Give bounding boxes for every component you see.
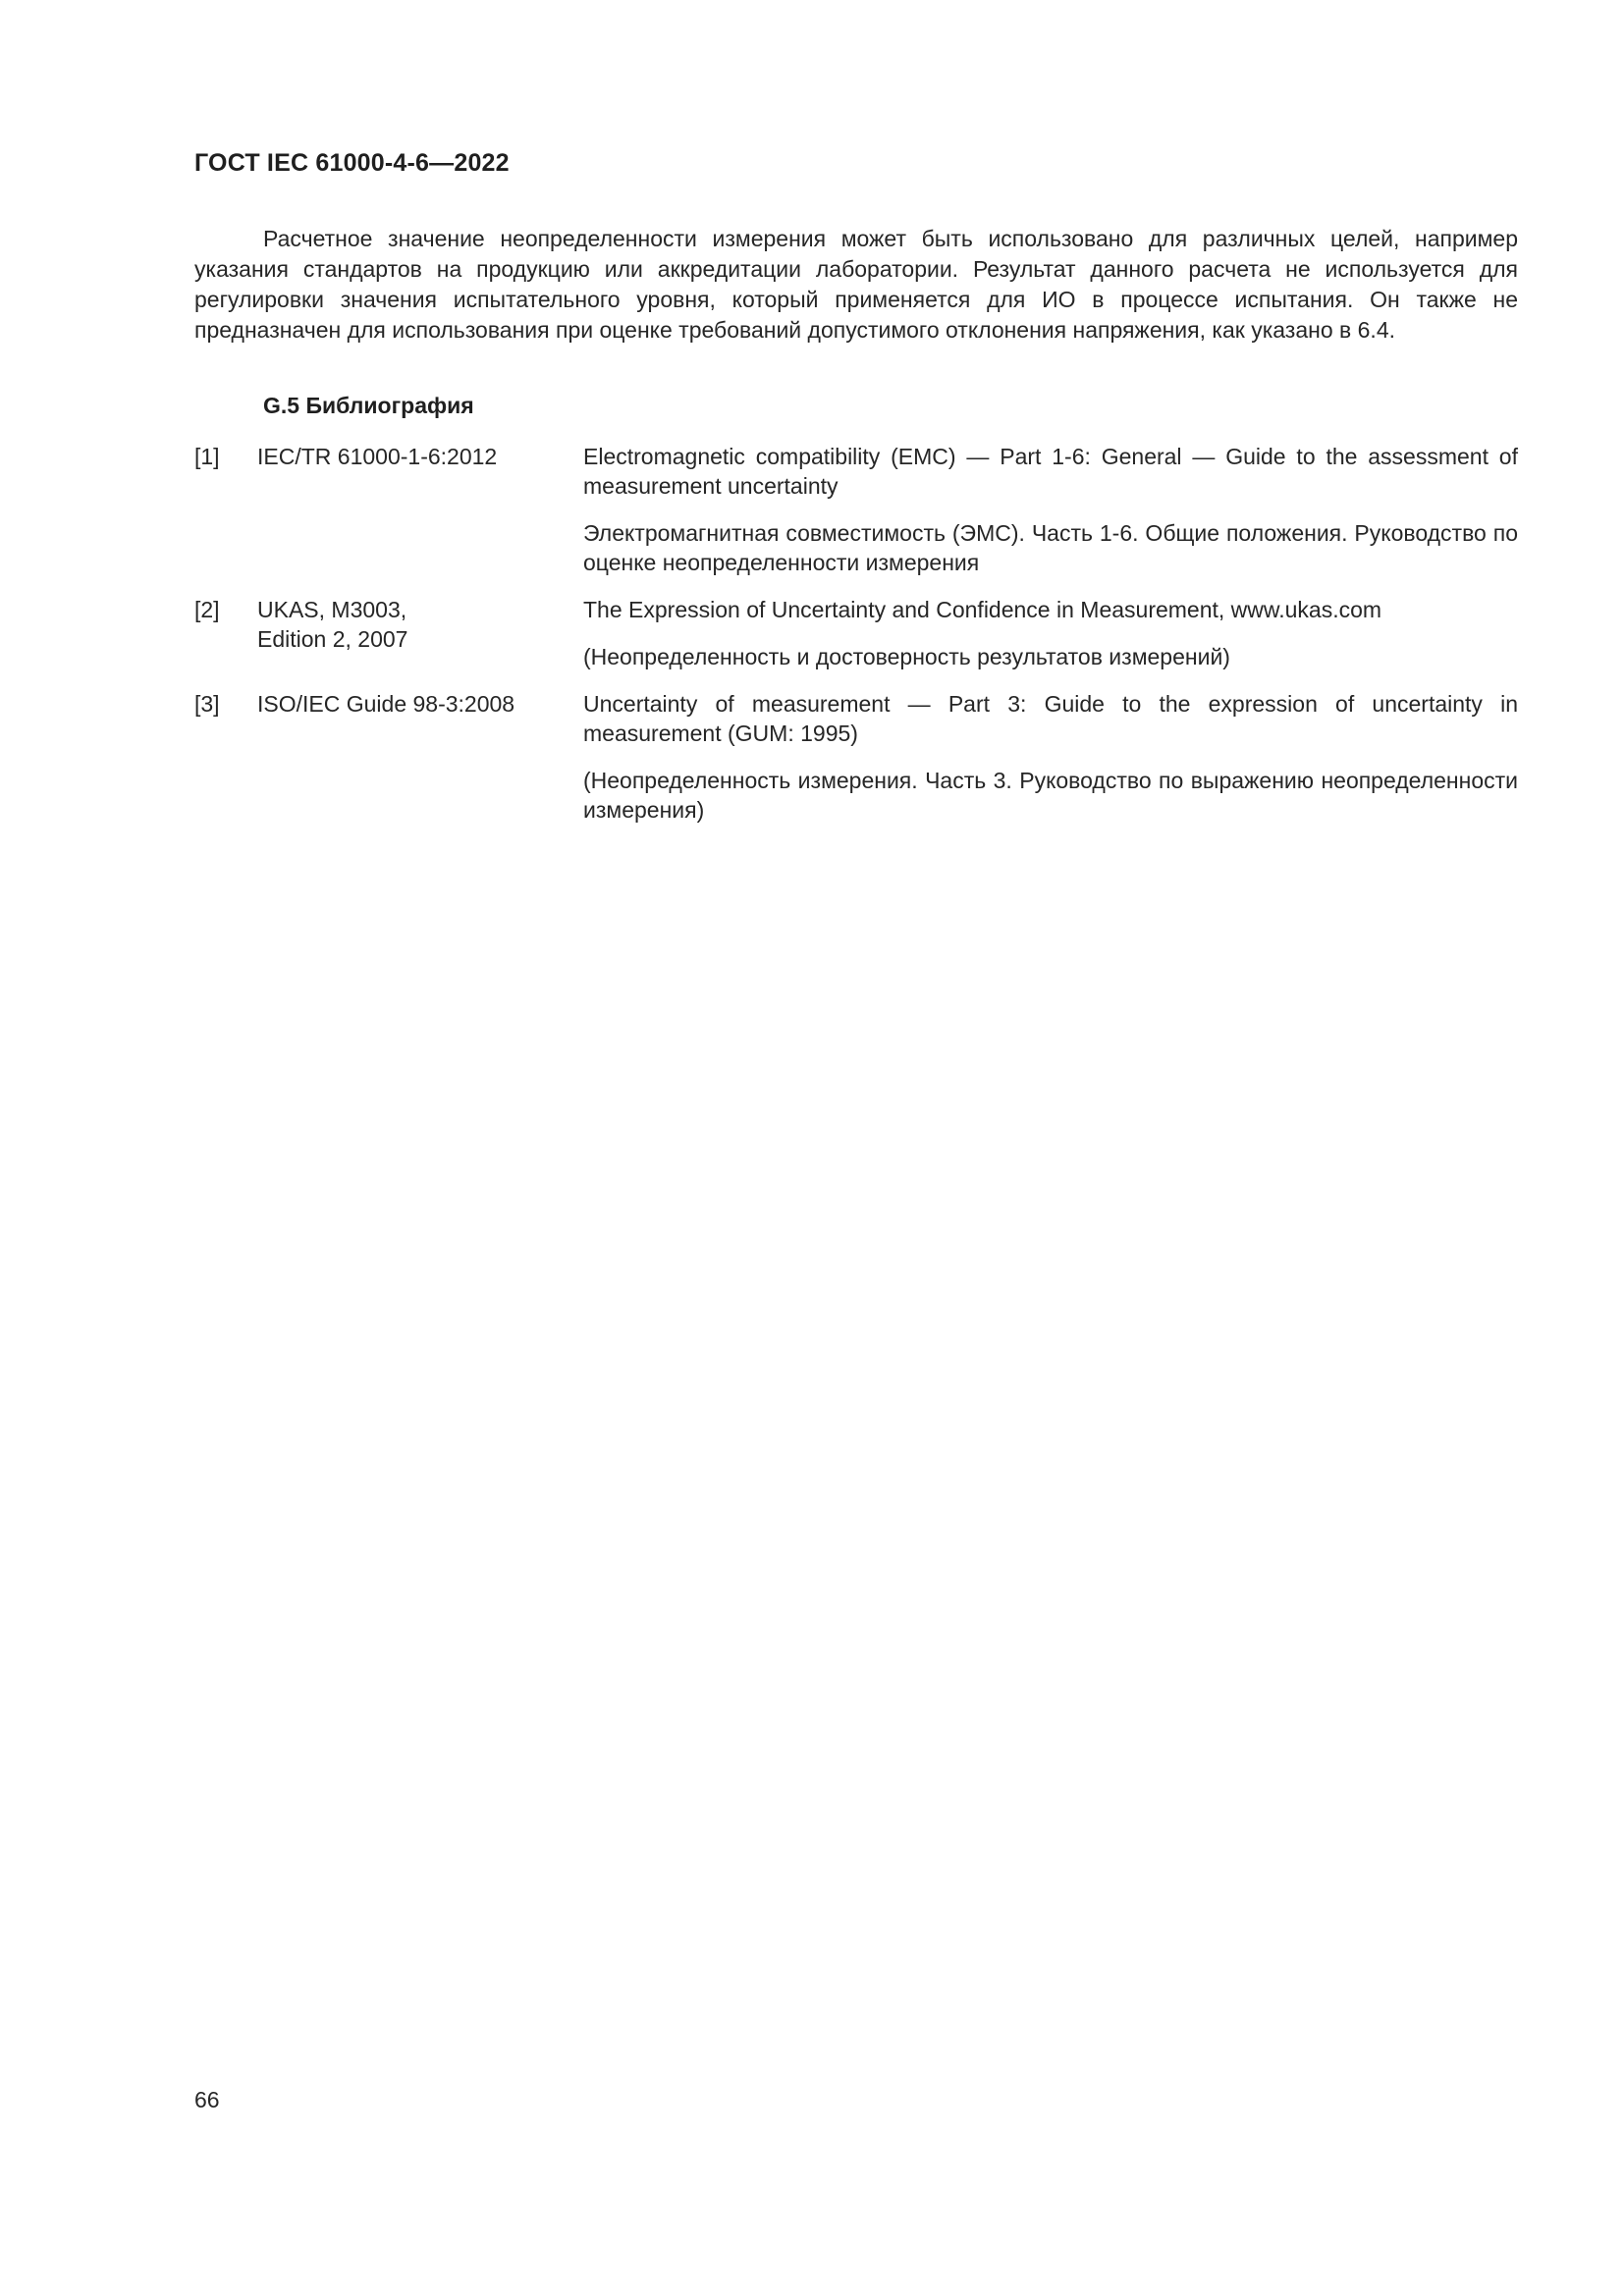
entry-number: [2] bbox=[194, 597, 220, 622]
entry-title-translation: (Неопределенность и достоверность результатов измерений) bbox=[583, 644, 1230, 669]
entry-source: UKAS, M3003, Edition 2, 2007 bbox=[257, 597, 408, 652]
entry-title-translation: Электромагнитная совместимость (ЭМС). Часть 1-6. Общие положения. Руководство по оценке неопределенности измерения bbox=[583, 520, 1518, 575]
entry-titles bbox=[583, 442, 1518, 577]
entry-title-translation: (Неопределенность измерения. Часть 3. Руководство по выражению неопределенности измерения) bbox=[583, 768, 1518, 823]
entry-number: [3] bbox=[194, 691, 220, 717]
section-title: G.5 Библиография bbox=[263, 393, 474, 418]
page-number: 66 bbox=[194, 2087, 220, 2112]
bibliography-entry bbox=[194, 689, 1518, 825]
bibliography-entry bbox=[194, 595, 1518, 671]
entry-title-original: The Expression of Uncertainty and Confidence in Measurement, www.ukas.com bbox=[583, 597, 1382, 622]
document-code-header: ГОСТ IEC 61000-4-6—2022 bbox=[194, 149, 510, 177]
bibliography-entry bbox=[194, 442, 1518, 577]
entry-title-original: Electromagnetic compatibility (EMC) — Part 1-6: General — Guide to the assessment of measurement uncertainty bbox=[583, 444, 1518, 499]
entry-titles bbox=[583, 689, 1518, 825]
entry-source: IEC/TR 61000-1-6:2012 bbox=[257, 444, 498, 469]
entry-source: ISO/IEC Guide 98-3:2008 bbox=[257, 691, 515, 717]
entry-titles bbox=[583, 595, 1518, 671]
intro-paragraph: Расчетное значение неопределенности измерения может быть использовано для различных целей, например указания стандартов на продукцию или аккредитации лаборатории. Результат данного расчета не используется для регулировки значения испытательного уровня, который применяется для ИО в процессе испытания. Он также не предназначен для использования при оценке требований допустимого отклонения напряжения, как указано в 6.4. bbox=[194, 226, 1518, 343]
entry-title-original: Uncertainty of measurement — Part 3: Guide to the expression of uncertainty in measurement (GUM: 1995) bbox=[583, 691, 1518, 746]
entry-number: [1] bbox=[194, 444, 220, 469]
bibliography-list bbox=[194, 442, 1518, 842]
